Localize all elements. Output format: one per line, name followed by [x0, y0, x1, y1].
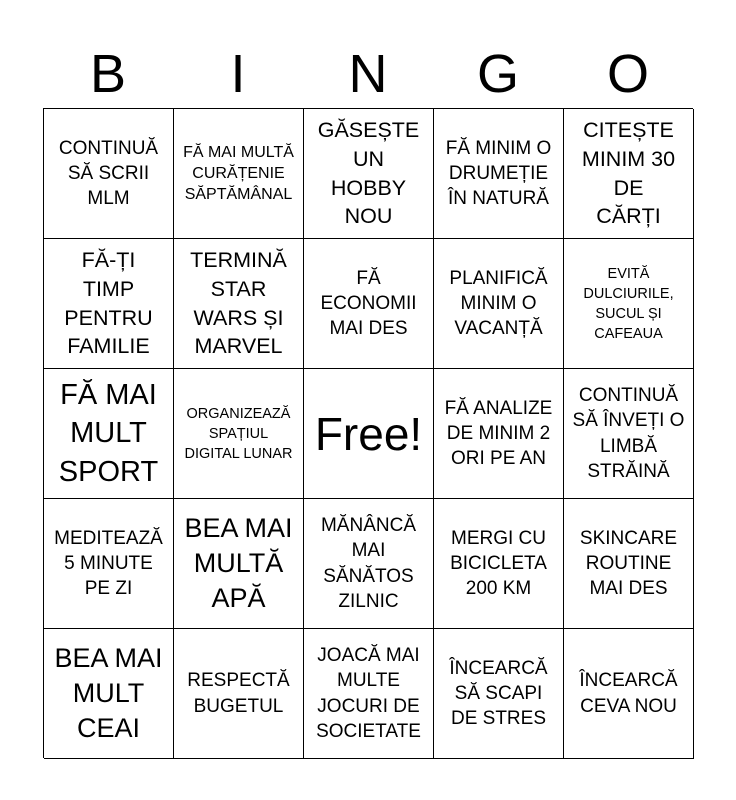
cell-text: JOACĂ MAI MULTE JOCURI DE SOCIETATE	[316, 644, 421, 742]
bingo-cell-r4-c5[interactable]	[564, 499, 694, 629]
cell-text: EVITĂ DULCIURILE, SUCUL ȘI CAFEAUA	[583, 265, 674, 342]
header-letter-o: O	[606, 44, 649, 104]
bingo-cell-r2-c2[interactable]	[174, 239, 304, 369]
header-letter-g: G	[476, 44, 519, 104]
bingo-header	[43, 40, 693, 108]
cell-text: MERGI CU BICICLETA 200 KM	[450, 527, 547, 600]
bingo-cell-r5-c4[interactable]	[434, 629, 564, 759]
cell-text: ÎNCEARCĂ CEVA NOU	[579, 670, 678, 717]
bingo-cell-r5-c1[interactable]	[44, 629, 174, 759]
cell-text: SKINCARE ROUTINE MAI DES	[579, 527, 678, 600]
bingo-cell-r5-c5[interactable]	[564, 629, 694, 759]
cell-text: FĂ MINIM O DRUMEȚIE ÎN NATURĂ	[445, 137, 552, 210]
bingo-cell-r3-c3-free[interactable]	[304, 369, 434, 499]
bingo-cell-r5-c2[interactable]	[174, 629, 304, 759]
bingo-cell-r4-c4[interactable]	[434, 499, 564, 629]
cell-text: ÎNCEARCĂ SĂ SCAPI DE STRES	[449, 657, 548, 730]
bingo-cell-r2-c1[interactable]	[44, 239, 174, 369]
bingo-cell-r4-c2[interactable]	[174, 499, 304, 629]
cell-text: MEDITEAZĂ 5 MINUTE PE ZI	[54, 527, 163, 600]
bingo-cell-r1-c4[interactable]	[434, 109, 564, 239]
cell-text: CITEȘTE MINIM 30 DE CĂRȚI	[581, 118, 676, 229]
bingo-cell-r1-c5[interactable]	[564, 109, 694, 239]
cell-text: FĂ MAI MULT SPORT	[58, 379, 159, 488]
cell-text: FĂ ECONOMII MAI DES	[320, 267, 417, 340]
bingo-cell-r1-c3[interactable]	[304, 109, 434, 239]
bingo-cell-r5-c3[interactable]	[304, 629, 434, 759]
bingo-cell-r3-c5[interactable]	[564, 369, 694, 499]
cell-text: BEA MAI MULTĂ APĂ	[184, 512, 293, 614]
bingo-cell-r3-c4[interactable]	[434, 369, 564, 499]
free-space-label: Free!	[314, 407, 423, 460]
cell-text: CONTINUĂ SĂ ÎNVEȚI O LIMBĂ STRĂINĂ	[572, 384, 685, 482]
header-letter-i: I	[230, 44, 246, 104]
bingo-cell-r3-c2[interactable]	[174, 369, 304, 499]
bingo-cell-r4-c1[interactable]	[44, 499, 174, 629]
cell-text: ORGANIZEAZĂ SPAȚIUL DIGITAL LUNAR	[184, 405, 293, 462]
cell-text: FĂ-ȚI TIMP PENTRU FAMILIE	[64, 248, 153, 359]
cell-text: BEA MAI MULT CEAI	[54, 642, 163, 744]
cell-text: CONTINUĂ SĂ SCRII MLM	[58, 137, 159, 210]
cell-text: FĂ MAI MULTĂ CURĂȚENIE SĂPTĂMÂNAL	[183, 143, 294, 204]
bingo-cell-r2-c5[interactable]	[564, 239, 694, 369]
bingo-cell-r4-c3[interactable]	[304, 499, 434, 629]
cell-text: TERMINĂ STAR WARS ȘI MARVEL	[190, 248, 287, 359]
cell-text: RESPECTĂ BUGETUL	[187, 670, 290, 717]
bingo-cell-r2-c4[interactable]	[434, 239, 564, 369]
cell-text: FĂ ANALIZE DE MINIM 2 ORI PE AN	[444, 397, 553, 470]
header-letter-b: B	[89, 44, 127, 104]
bingo-cell-r1-c1[interactable]	[44, 109, 174, 239]
bingo-cell-r1-c2[interactable]	[174, 109, 304, 239]
bingo-cell-r3-c1[interactable]	[44, 369, 174, 499]
header-letter-n: N	[348, 44, 388, 104]
cell-text: GĂSEȘTE UN HOBBY NOU	[317, 118, 420, 229]
cell-text: PLANIFICĂ MINIM O VACANȚĂ	[449, 267, 548, 340]
bingo-card-grid	[43, 108, 693, 758]
cell-text: MĂNÂNCĂ MAI SĂNĂTOS ZILNIC	[320, 514, 416, 612]
bingo-cell-r2-c3[interactable]	[304, 239, 434, 369]
